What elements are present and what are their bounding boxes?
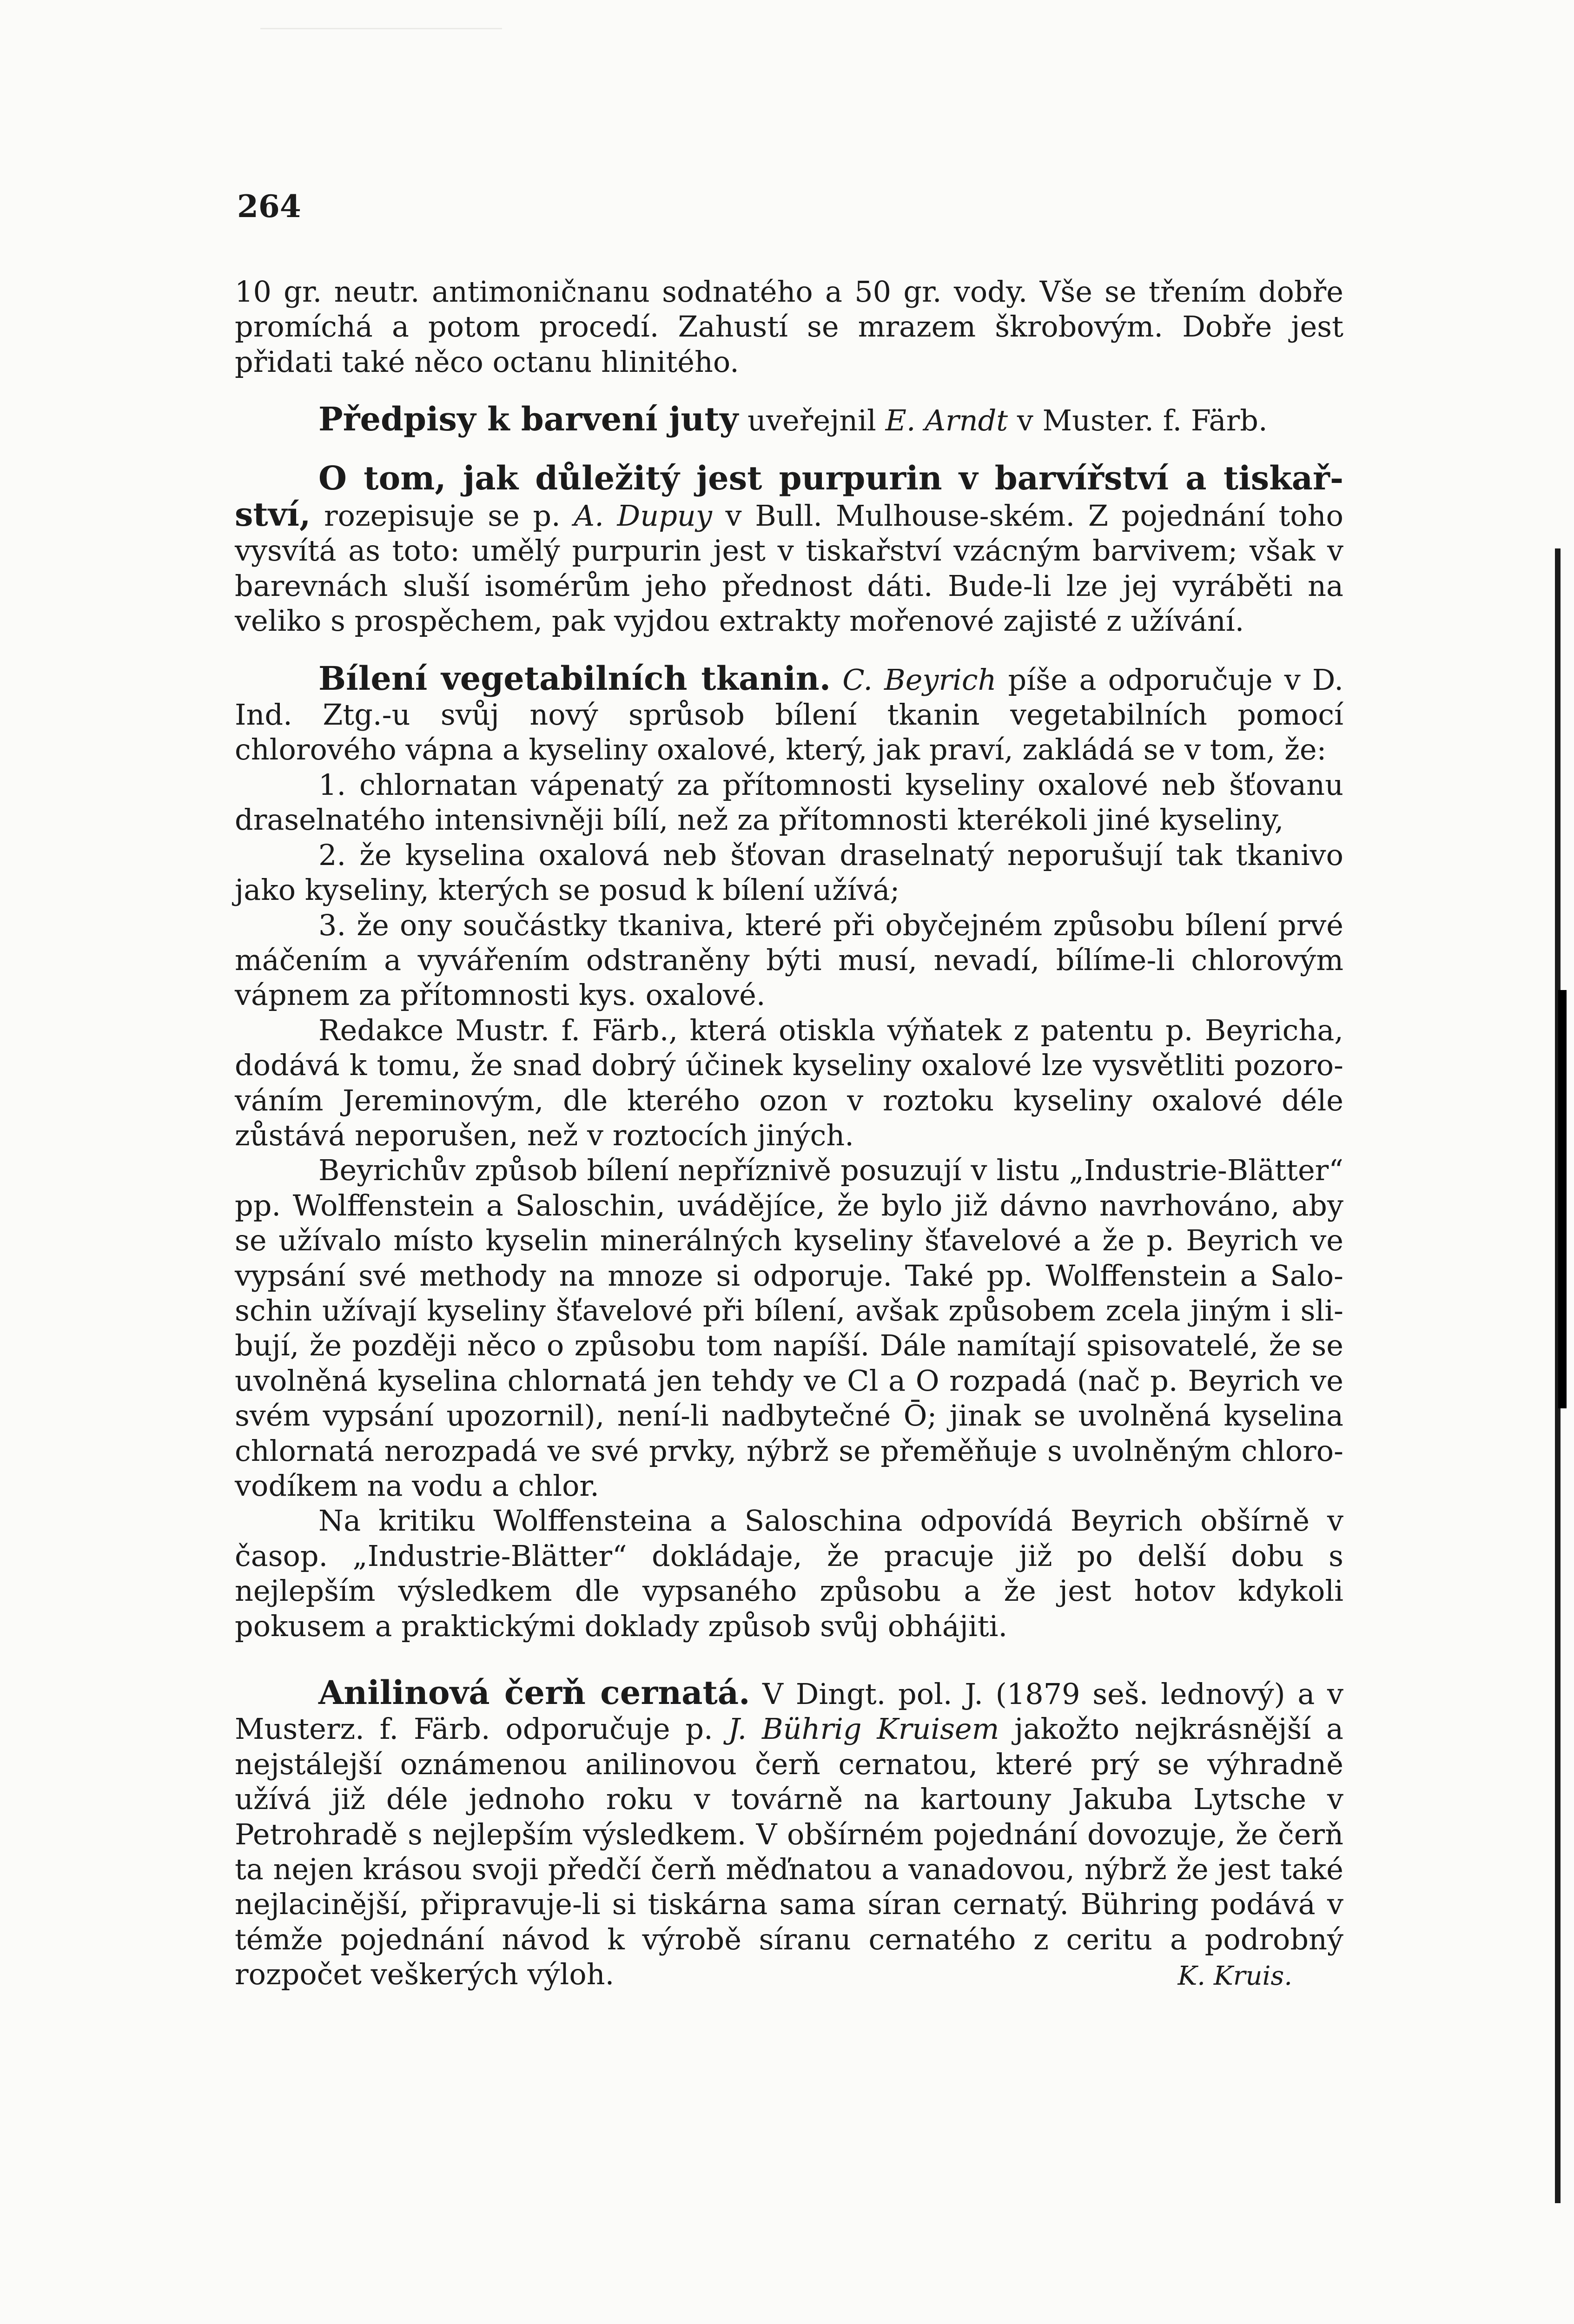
- paragraph: Na kritiku Wolffensteina a Saloschina odpovídá Beyrich obšírně v časop. „Industrie-Blätter“ dokládaje, že pracuje již po delší dobu s nejlepším výsledkem dle vypsaného způsobu a že jest hotov kdykoli pokusem a praktickými doklady způsob svůj obhájiti.: [235, 1504, 1343, 1643]
- section-text: v Muster. f. Färb.: [1008, 403, 1268, 438]
- section-purpurin: [235, 458, 1343, 639]
- section-heading: Bílení vegetabilních tkanin.: [318, 659, 831, 698]
- paragraph: Beyrichův způsob bílení nepříznivě posuzují v listu „Industrie-Blätter“ pp. Wolffenstein a Saloschin, uvádějíce, že bylo již dávno navrhováno, aby se užívalo místo kyselin minerálných kyseliny šťavelové a že p. Beyrich ve vypsání své methody na mnoze si odporuje. Také pp. Wolffenstein a Saloschin užívají kyseliny šťavelové při bílení, avšak způsobem zcela jiným i slibují, že později něco o způsobu tom napíší. Dále namítají spisovatelé, že se uvolněná kyselina chlornatá jen tehdy ve Cl a O rozpadá (nač p. Beyrich ve svém vypsání upozornil), není-li nadbytečné Ō; jinak se uvolněná kyselina chlornatá nerozpadá ve své prvky, nýbrž se přeměňuje s uvolněným chlorovodíkem na vodu a chlor.: [235, 1153, 1343, 1503]
- scan-artifact: [260, 0, 502, 29]
- author-name: C. Beyrich: [842, 662, 997, 697]
- scan-edge-shadow-dark: [1558, 990, 1567, 1408]
- page-number: 264: [237, 188, 301, 224]
- list-item: 2. že kyselina oxalová neb šťovan draselnatý neporušují tak tkanivo jako kyseliny, kterých se posud k bílení užívá;: [235, 838, 1343, 907]
- author-name: J. Bührig Kruisem: [728, 1712, 999, 1746]
- signature: K. Kruis.: [1177, 1961, 1292, 1991]
- section-text: píše a odporučuje v D. Ind. Ztg.-u svůj nový sprůsob bílení tkanin vegetabilních pomocí chlorového vápna a kyseliny oxalové, který, jak praví, zakládá se v tom, že:: [235, 662, 1343, 767]
- article-body: [235, 274, 1343, 1994]
- intro-paragraph: 10 gr. neutr. antimoničnanu sodnatého a 50 gr. vody. Vše se třením dobře promíchá a potom procedí. Zahustí se mrazem škrobovým. Dobře jest přidati také něco octanu hlinitého.: [235, 275, 1343, 379]
- section-heading: O tom, jak důležitý jest purpurin v barvířství a tiskařství,: [235, 458, 1343, 534]
- section-text: v Bull. Mulhouse-ském. Z pojednání toho vysvítá as toto: umělý purpurin jest v tiskařství vzácným barvivem; však v barevnách sluší isomérům jeho přednost dáti. Bude-li lze jej vyráběti na veliko s prospěchem, pak vyjdou extrakty mořenové zajisté z užívání.: [235, 499, 1343, 638]
- section-jute-dyeing: [235, 402, 1343, 438]
- section-aniline-black: [235, 1675, 1343, 1992]
- section-heading: Předpisy k barvení juty: [318, 400, 739, 439]
- section-bleaching: [235, 661, 1343, 767]
- paragraph: Redakce Mustr. f. Färb., která otiskla výňatek z patentu p. Beyricha, dodává k tomu, že snad dobrý účinek kyseliny oxalové lze vysvětliti pozorováním Jereminovým, dle kterého ozon v roztoku kyseliny oxalové déle zůstává neporušen, než v roztocích jiných.: [235, 1013, 1343, 1152]
- section-text: jakožto nejkrásnější a nejstálejší oznámenou anilinovou čerň cernatou, které prý se výhradně užívá již déle jednoho roku v továrně na kartouny Jakuba Lytsche v Petrohradě s nejlepším výsledkem. V obšírném pojednání dovozuje, že čerň ta nejen krásou svoji předčí čerň měďnatou a vanadovou, nýbrž že jest také nejlacinější, připravuje-li si tiskárna sama síran cernatý. Bühring podává v témže pojednání návod k výrobě síranu cernatého z ceritu a podrobný rozpočet veškerých výloh.: [235, 1712, 1343, 1992]
- list-item: 3. že ony součástky tkaniva, které při obyčejném způsobu bílení prvé máčením a vyvářením odstraněny býti musí, nevadí, bílíme-li chlorovým vápnem za přítomnosti kys. oxalové.: [235, 908, 1343, 1012]
- section-text: V Dingt. pol. J. (1879 seš. lednový) a v Musterz. f. Färb. odporučuje p.: [235, 1677, 1343, 1746]
- author-name: E. Arndt: [885, 403, 1008, 438]
- section-text: uveřejnil: [738, 403, 886, 438]
- section-heading: Anilinová čerň cernatá.: [318, 1673, 750, 1712]
- section-text: rozepisuje se p.: [311, 499, 574, 533]
- list-item: 1. chlornatan vápenatý za přítomnosti kyseliny oxalové neb šťovanu draselnatého intensivněji bílí, než za přítomnosti kterékoli jiné kyseliny,: [235, 767, 1343, 837]
- author-name: A. Dupuy: [574, 499, 712, 533]
